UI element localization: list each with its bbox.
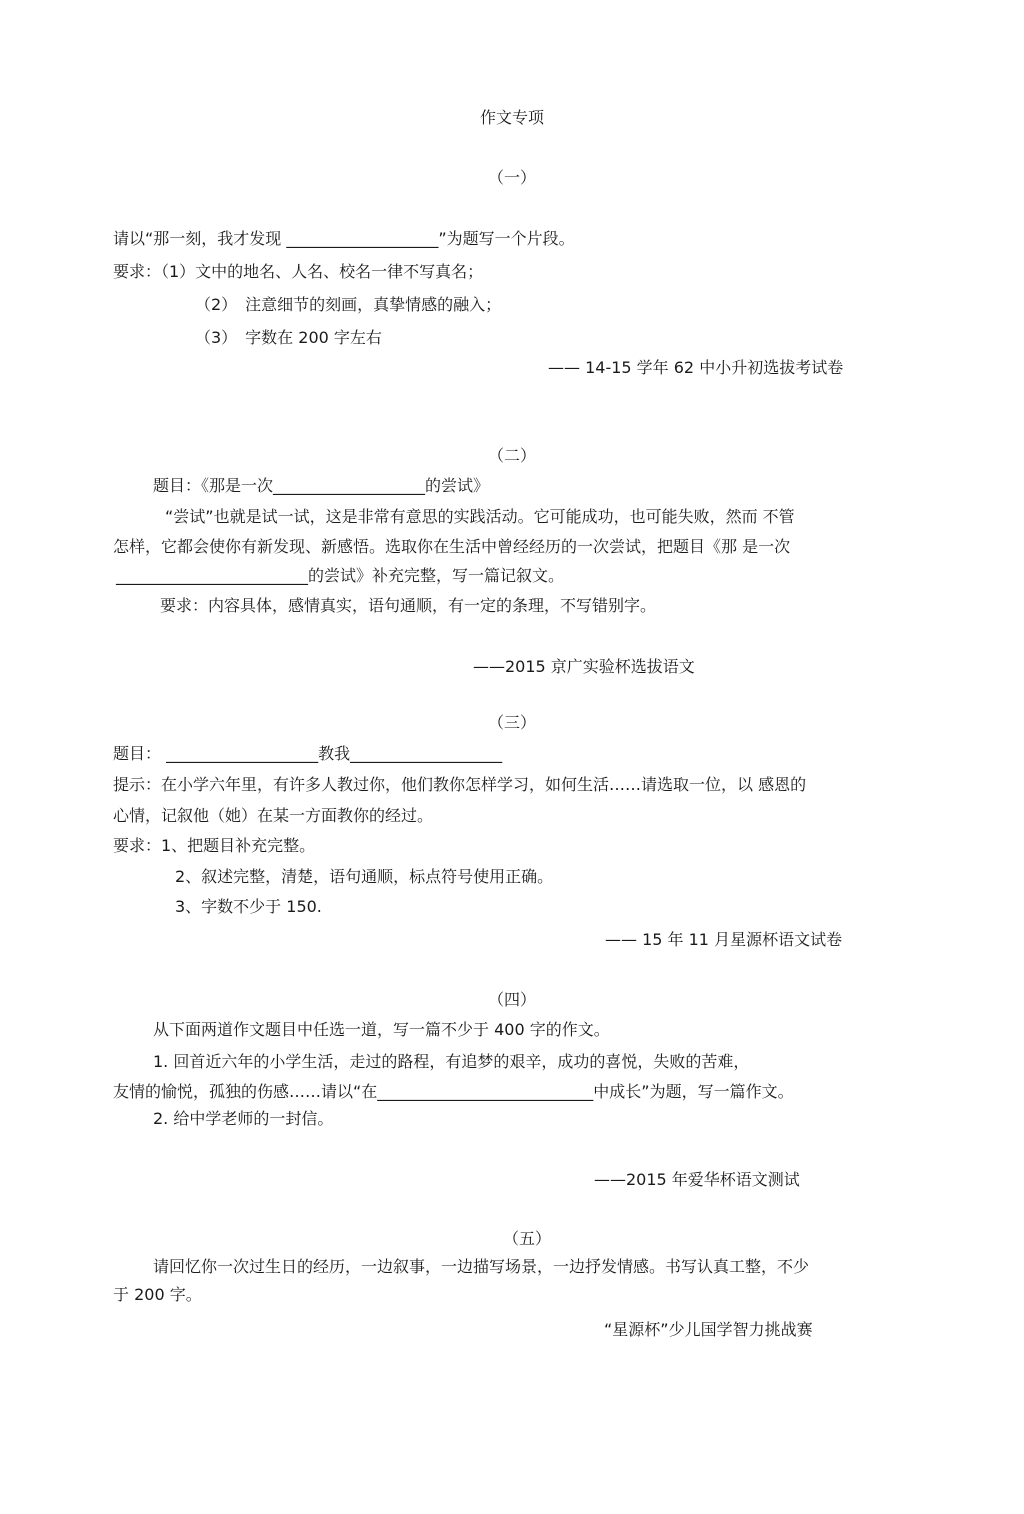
section-1-requirement: 要求：（1）文中的地名、人名、校名一律不写真名； [113,262,484,281]
section-2-source: ——2015 京广实验杯选拔语文 [473,657,695,676]
section-5-heading: （五） [502,1229,551,1248]
section-1-heading: （一） [487,168,536,187]
section-2-heading: （二） [487,446,536,465]
section-5-body: 请回忆你一次过生日的经历，一边叙事，一边描写场景，一边抒发情感。书写认真工整，不少 [153,1257,810,1276]
section-4-option-1: 友情的愉悦，孤独的伤感……请以“在___________________________中成长”为题，写一篇作文。 [113,1082,794,1101]
section-1-requirement: （3） 字数在 200 字左右 [195,328,382,347]
section-3-requirement: 2、叙述完整，清楚，语句通顺，标点符号使用正确。 [175,867,554,886]
section-3-requirement: 要求：1、把题目补充完整。 [113,836,316,855]
section-4-heading: （四） [487,990,536,1009]
page-title: 作文专项 [479,108,544,127]
section-3-hint: 心情，记叙他（她）在某一方面教你的经过。 [113,806,434,825]
section-3-hint: 提示：在小学六年里，有许多人教过你，他们教你怎样学习，如何生活……请选取一位，以 感恩的 [113,775,807,794]
section-1-requirement: （2） 注意细节的刻画，真挚情感的融入； [195,295,502,314]
section-5-body: 于 200 字。 [113,1285,202,1304]
section-1-source: —— 14-15 学年 62 中小升初选拔考试卷 [548,358,844,377]
section-3-source: —— 15 年 11 月星源杯语文试卷 [605,930,843,949]
section-2-body: “尝试”也就是试一试，这是非常有意思的实践活动。它可能成功，也可能失败，然而 不管 [165,507,795,526]
section-2-requirement: 要求：内容具体，感情真实，语句通顺，有一定的条理，不写错别字。 [160,596,657,615]
section-4-option-1: 1. 回首近六年的小学生活，走过的路程，有追梦的艰辛，成功的喜悦，失败的苦难， [153,1052,750,1071]
section-3-requirement: 3、字数不少于 150. [175,897,322,916]
section-2-body: ________________________的尝试》补充完整，写一篇记叙文。 [116,566,565,585]
section-4-intro: 从下面两道作文题目中任选一道，写一篇不少于 400 字的作文。 [153,1020,610,1039]
section-4-source: ——2015 年爱华杯语文测试 [594,1170,800,1189]
section-1-prompt: 请以“那一刻，我才发现 ___________________”为题写一个片段。 [113,229,575,248]
section-4-option-2: 2. 给中学老师的一封信。 [153,1109,334,1128]
section-3-heading: （三） [487,713,536,732]
section-2-topic: 题目：《那是一次___________________的尝试》 [153,476,490,495]
section-3-topic: 题目： ___________________教我___________________ [113,744,503,763]
section-2-body: 怎样，它都会使你有新发现、新感悟。选取你在生活中曾经经历的一次尝试，把题目《那 是一次 [113,537,791,556]
section-5-source: “星源杯”少儿国学智力挑战赛 [604,1320,813,1339]
